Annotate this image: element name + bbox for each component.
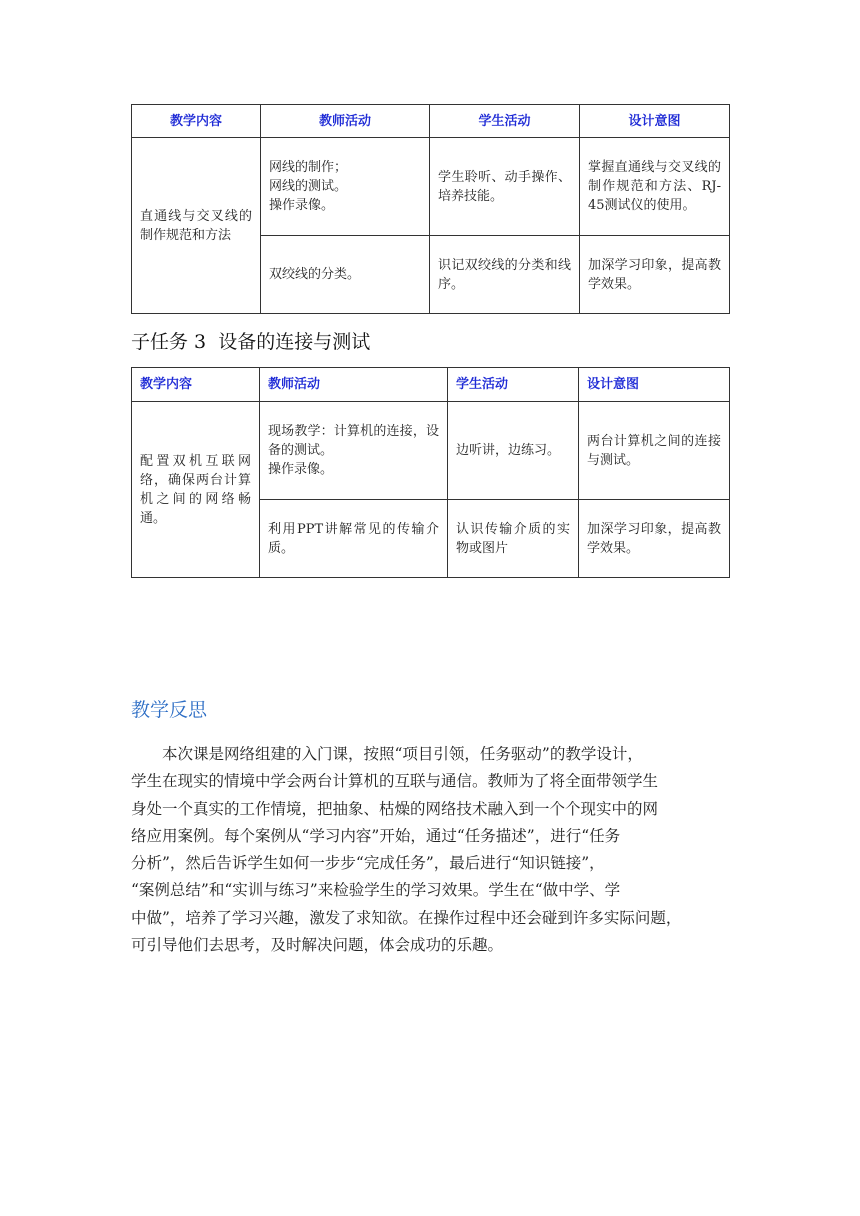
teacher-cell [261, 236, 430, 314]
reflection-line: 中做”，培养了学习兴趣，激发了求知欲。在操作过程中还会碰到许多实际问题， [131, 908, 682, 927]
student-cell: 识记双绞线的分类和线序。 [430, 236, 580, 314]
teacher-line: 网线的测试。 [269, 179, 348, 194]
table-header-row [132, 368, 730, 402]
header-student-activity: 学生活动 [448, 368, 579, 402]
teacher-line: 现场教学：计算机的连接，设备的测试。 [268, 424, 439, 458]
intent-cell: 两台计算机之间的连接与测试。 [579, 402, 730, 500]
header-content: 教学内容 [132, 368, 260, 402]
reflection-title: 教学反思 [131, 699, 208, 721]
reflection-line: 学生在现实的情境中学会两台计算机的互联与通信。教师为了将全面带领学生 [131, 772, 659, 791]
student-cell: 认识传输介质的实物或图片 [448, 500, 579, 578]
teacher-line: 操作录像。 [269, 198, 335, 213]
teacher-cell [260, 500, 448, 578]
header-teacher-activity: 教师活动 [261, 105, 430, 138]
intent-cell: 加深学习印象，提高教学效果。 [579, 500, 730, 578]
reflection-paragraph [131, 741, 741, 959]
intent-cell: 加深学习印象，提高教学效果。 [580, 236, 730, 314]
content-cell: 配置双机互联网络，确保两台计算机之间的网络畅通。 [132, 402, 260, 578]
header-teacher-activity: 教师活动 [260, 368, 448, 402]
teacher-line: 双绞线的分类。 [269, 267, 361, 282]
content-cell: 直通线与交叉线的制作规范和方法 [132, 138, 261, 314]
table-header-row [132, 105, 730, 138]
teacher-line: 利用PPT讲解常见的传输介质。 [268, 521, 439, 556]
table-row [132, 138, 730, 236]
teacher-line: 网线的制作； [269, 160, 348, 175]
header-design-intent: 设计意图 [579, 368, 730, 402]
teacher-line: 操作录像。 [268, 462, 334, 477]
teacher-cell [261, 138, 430, 236]
lesson-table-2 [131, 367, 730, 578]
reflection-line: “案例总结”和“实训与练习”来检验学生的学习效果。学生在“做中学、学 [131, 881, 621, 900]
reflection-line: 分析”，然后告诉学生如何一步步“完成任务”，最后进行“知识链接”， [131, 854, 605, 873]
student-cell: 学生聆听、动手操作、培养技能。 [430, 138, 580, 236]
intent-cell: 掌握直通线与交叉线的制作规范和方法、RJ-45测试仪的使用。 [580, 138, 730, 236]
header-student-activity: 学生活动 [430, 105, 580, 138]
header-content: 教学内容 [132, 105, 261, 138]
subtask-heading: 子任务 3 设备的连接与测试 [131, 331, 371, 353]
reflection-line: 本次课是网络组建的入门课，按照“项目引领，任务驱动”的教学设计， [162, 745, 643, 763]
reflection-line: 络应用案例。每个案例从“学习内容”开始，通过“任务描述”，进行“任务 [131, 826, 621, 845]
reflection-line: 身处一个真实的工作情境，把抽象、枯燥的网络技术融入到一个个现实中的网 [131, 799, 659, 818]
reflection-line: 可引导他们去思考，及时解决问题，体会成功的乐趣。 [131, 936, 504, 955]
table-row [132, 402, 730, 500]
teacher-cell [260, 402, 448, 500]
student-cell: 边听讲，边练习。 [448, 402, 579, 500]
lesson-table-1 [131, 104, 730, 314]
header-design-intent: 设计意图 [580, 105, 730, 138]
